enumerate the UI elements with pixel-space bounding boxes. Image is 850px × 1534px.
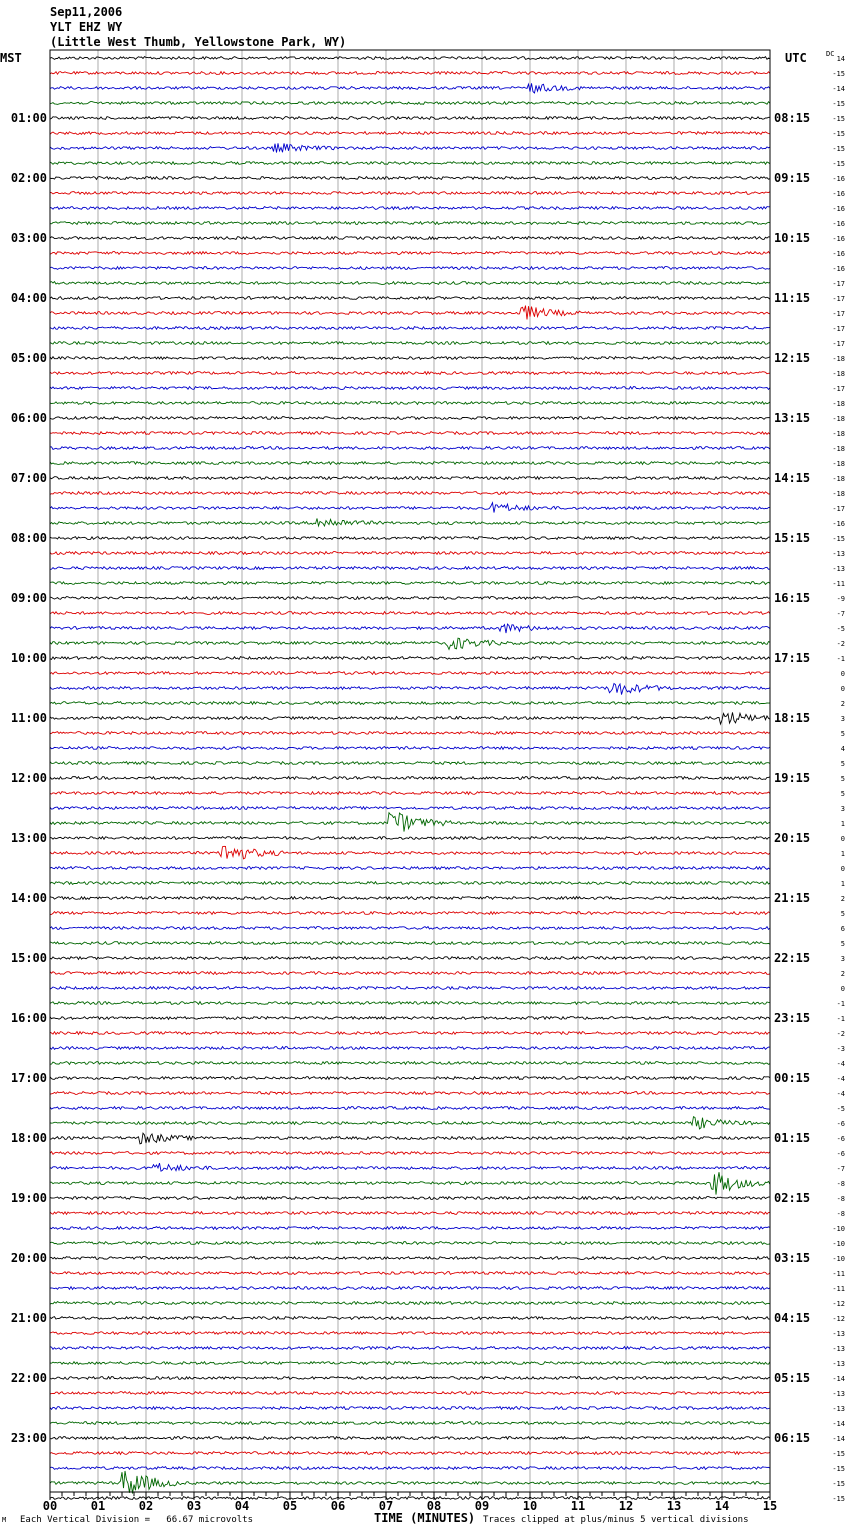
dc-offset: -13 [832,1390,845,1398]
seismic-trace [50,1377,770,1380]
utc-hour-label: 10:15 [774,231,811,245]
dc-label: DC [826,50,835,58]
seismic-trace [50,1347,770,1350]
utc-hour-label: 22:15 [774,951,811,965]
seismic-trace [50,1197,770,1200]
seismic-trace [50,72,770,75]
dc-offset: -15 [832,535,845,543]
dc-offset: -17 [832,385,845,393]
utc-hour-label: 15:15 [774,531,811,545]
grid-lines [98,50,722,1492]
dc-offset: -10 [832,1225,845,1233]
seismic-trace [50,957,770,960]
seismic-trace [50,612,770,615]
seismic-trace [50,1257,770,1260]
seismic-trace [50,657,770,660]
seismic-trace [50,1017,770,1020]
seismic-trace [50,1092,770,1095]
dc-offset: -18 [832,475,845,483]
x-tick-label: 06 [330,1499,346,1513]
mst-hour-label: 05:00 [10,351,47,365]
dc-offset: -4 [836,1060,845,1068]
mst-hour-label: 10:00 [10,651,47,665]
x-axis-title: TIME (MINUTES) [374,1511,476,1525]
mst-hour-label: 03:00 [10,231,47,245]
mst-hour-label: 11:00 [10,711,47,725]
dc-offset: 1 [840,820,845,828]
dc-offset: 5 [840,940,845,948]
footer-left-mark: M [2,1516,7,1524]
seismic-trace [50,1062,770,1065]
seismic-trace [50,807,770,810]
utc-hour-label: 17:15 [774,651,811,665]
seismic-trace [50,372,770,375]
dc-offset: -12 [832,1315,845,1323]
seismic-trace [50,1172,770,1194]
left-timezone-label: MST [0,51,22,65]
utc-hour-label: 03:15 [774,1251,811,1265]
seismic-trace [50,327,770,330]
seismic-trace [50,1047,770,1050]
dc-offset: -2 [836,1030,845,1038]
utc-hour-label: 12:15 [774,351,811,365]
seismic-trace [50,282,770,285]
right-timezone-label: UTC [785,51,807,65]
dc-offset: -18 [832,355,845,363]
dc-offset: -18 [832,445,845,453]
dc-offset: 1 [840,880,845,888]
dc-offset: 5 [840,760,845,768]
dc-offset: -17 [832,280,845,288]
seismic-trace [50,342,770,345]
x-tick-label: 11 [570,1499,586,1513]
x-tick-label: 05 [282,1499,298,1513]
dc-offset: -7 [836,1165,845,1173]
utc-hour-label: 04:15 [774,1311,811,1325]
seismic-trace [50,432,770,435]
x-tick-label: 13 [666,1499,682,1513]
dc-offset: -18 [832,490,845,498]
dc-offset: -6 [836,1150,845,1158]
seismic-trace [50,519,770,527]
seismic-trace [50,846,770,859]
dc-offset: -1 [836,1000,845,1008]
seismic-trace [50,1467,770,1470]
seismic-trace [50,732,770,735]
mst-hour-label: 01:00 [10,111,47,125]
dc-offset: 0 [840,685,845,693]
seismic-trace [50,1163,770,1171]
dc-offset: -10 [832,1255,845,1263]
seismic-trace [50,624,770,633]
dc-offset: -17 [832,295,845,303]
utc-hour-label: 08:15 [774,111,811,125]
dc-offset: -9 [836,595,845,603]
mst-hour-label: 14:00 [10,891,47,905]
dc-offset: 4 [840,745,845,753]
dc-offset: 1 [840,850,845,858]
dc-offset: -16 [832,265,845,273]
seismic-trace [50,387,770,390]
mst-hour-label: 13:00 [10,831,47,845]
dc-offset: -17 [832,325,845,333]
mst-hour-label: 08:00 [10,531,47,545]
dc-offset: -17 [832,310,845,318]
utc-hour-label: 01:15 [774,1131,811,1145]
dc-offset: -13 [832,1405,845,1413]
x-tick-label: 12 [618,1499,634,1513]
seismic-trace [50,462,770,465]
seismic-trace [50,987,770,990]
x-tick-label: 07 [378,1499,394,1513]
dc-offset: -18 [832,460,845,468]
seismic-trace [50,597,770,600]
seismic-trace [50,162,770,165]
dc-offset: -15 [832,160,845,168]
seismic-trace [50,57,770,60]
seismic-trace [50,1152,770,1155]
dc-offset: -16 [832,220,845,228]
dc-offset: -11 [832,1270,845,1278]
seismic-trace [50,252,770,255]
seismic-trace [50,1002,770,1005]
utc-hour-label: 13:15 [774,411,811,425]
x-axis [43,1492,777,1513]
seismic-trace [50,912,770,915]
seismic-trace [50,447,770,450]
mst-hour-label: 15:00 [10,951,47,965]
seismic-trace [50,1242,770,1245]
scale-note: Each Vertical Division = 66.67 microvolts [20,1515,253,1525]
dc-offset: -18 [832,370,845,378]
dc-offset: -16 [832,205,845,213]
seismic-trace [50,222,770,225]
dc-offset: 14 [836,55,845,63]
dc-offset: -6 [836,1120,845,1128]
mst-hour-label: 06:00 [10,411,47,425]
dc-offset: 0 [840,865,845,873]
dc-offset: -5 [836,625,845,633]
seismic-trace [50,1332,770,1335]
utc-hour-label: 20:15 [774,831,811,845]
mst-hour-label: 21:00 [10,1311,47,1325]
station-location: (Little West Thumb, Yellowstone Park, WY) [50,35,347,49]
dc-offset: 5 [840,730,845,738]
seismic-trace [50,747,770,750]
seismic-trace [50,567,770,570]
utc-hour-label: 18:15 [774,711,811,725]
seismic-trace [50,237,770,240]
mst-hour-label: 22:00 [10,1371,47,1385]
seismic-trace [50,1107,770,1110]
dc-offset: -13 [832,565,845,573]
mst-hour-label: 17:00 [10,1071,47,1085]
dc-offset: -7 [836,610,845,618]
mst-hour-label: 20:00 [10,1251,47,1265]
seismic-trace [50,1212,770,1215]
dc-offset: -14 [832,1375,845,1383]
dc-offset: -6 [836,1135,845,1143]
dc-offset: -13 [832,1345,845,1353]
utc-hour-label: 00:15 [774,1071,811,1085]
seismic-trace [50,117,770,120]
mst-hour-label: 09:00 [10,591,47,605]
station-code: YLT EHZ WY [50,20,123,34]
utc-hour-label: 06:15 [774,1431,811,1445]
dc-offset: -15 [832,1480,845,1488]
seismic-trace [50,702,770,705]
utc-hour-label: 21:15 [774,891,811,905]
mst-hour-label: 12:00 [10,771,47,785]
dc-offset: -8 [836,1180,845,1188]
seismic-trace [50,942,770,945]
mst-hour-label: 07:00 [10,471,47,485]
dc-offset: -17 [832,505,845,513]
seismic-trace [50,357,770,360]
seismic-trace [50,83,770,93]
dc-offset: -1 [836,1015,845,1023]
dc-offset: 3 [840,955,845,963]
seismic-trace [50,503,770,513]
seismic-trace [50,1422,770,1425]
utc-hour-label: 05:15 [774,1371,811,1385]
dc-offset: -4 [836,1075,845,1083]
mst-hour-label: 18:00 [10,1131,47,1145]
dc-offset: 2 [840,970,845,978]
seismic-trace [50,1302,770,1305]
x-tick-label: 02 [138,1499,154,1513]
dc-offset: -14 [832,85,845,93]
dc-offset: -5 [836,1105,845,1113]
seismic-trace [50,537,770,540]
seismic-trace [50,867,770,870]
seismic-trace [50,1407,770,1410]
dc-offset: -16 [832,250,845,258]
dc-offset: -11 [832,1285,845,1293]
dc-offset: -15 [832,145,845,153]
x-tick-label: 03 [186,1499,202,1513]
dc-offset: -18 [832,415,845,423]
dc-offset: -15 [832,130,845,138]
dc-offset: 5 [840,790,845,798]
seismic-trace [50,582,770,585]
seismic-trace [50,1077,770,1080]
seismic-trace [50,638,770,649]
seismic-trace [50,684,770,695]
dc-offset: -18 [832,400,845,408]
dc-offset: 6 [840,925,845,933]
seismic-trace [50,1497,770,1500]
seismic-trace [50,927,770,930]
dc-offset: -17 [832,340,845,348]
seismic-trace [50,192,770,195]
dc-offset: -16 [832,175,845,183]
utc-hour-label: 11:15 [774,291,811,305]
seismic-trace [50,552,770,555]
dc-offset: 0 [840,985,845,993]
seismic-trace [50,143,770,152]
utc-hour-label: 14:15 [774,471,811,485]
dc-offset: -11 [832,580,845,588]
seismic-trace [50,1032,770,1035]
x-tick-label: 08 [426,1499,442,1513]
utc-hour-label: 19:15 [774,771,811,785]
dc-offset: -18 [832,430,845,438]
utc-hour-label: 02:15 [774,1191,811,1205]
seismic-trace [50,897,770,900]
x-tick-label: 10 [522,1499,538,1513]
traces [50,57,770,1500]
seismic-trace [50,1362,770,1365]
dc-offset: 5 [840,910,845,918]
dc-offset: -1 [836,655,845,663]
dc-offset: -15 [832,1450,845,1458]
seismic-trace [50,306,770,320]
dc-offset: -13 [832,550,845,558]
dc-offset: -4 [836,1090,845,1098]
seismic-trace [50,777,770,780]
seismic-trace [50,672,770,675]
seismic-trace [50,712,770,724]
dc-offset: -14 [832,1420,845,1428]
dc-offset: 3 [840,805,845,813]
dc-offset: 2 [840,700,845,708]
dc-offset: -10 [832,1240,845,1248]
seismic-trace [50,492,770,495]
mst-hour-label: 02:00 [10,171,47,185]
seismic-trace [50,1227,770,1230]
dc-offset: -13 [832,1360,845,1368]
seismic-trace [50,267,770,270]
seismic-trace [50,477,770,480]
dc-offset: -15 [832,115,845,123]
x-tick-label: 01 [90,1499,106,1513]
seismic-trace [50,1272,770,1275]
seismic-trace [50,297,770,300]
x-tick-label: 00 [42,1499,58,1513]
dc-offset: -15 [832,100,845,108]
clip-note: Traces clipped at plus/minus 5 vertical divisions [483,1515,749,1525]
dc-offset: -16 [832,190,845,198]
seismic-trace [50,102,770,105]
dc-offset: 0 [840,835,845,843]
seismic-trace [50,882,770,885]
x-tick-label: 14 [714,1499,730,1513]
dc-offset: -3 [836,1045,845,1053]
dc-offset: -8 [836,1210,845,1218]
dc-offset: 3 [840,715,845,723]
seismic-trace [50,1392,770,1395]
utc-hour-label: 16:15 [774,591,811,605]
seismic-trace [50,1133,770,1144]
dc-offset: -15 [832,1495,845,1503]
utc-hour-label: 23:15 [774,1011,811,1025]
mst-hour-label: 16:00 [10,1011,47,1025]
x-tick-label: 09 [474,1499,490,1513]
seismic-trace [50,1452,770,1455]
x-tick-label: 15 [762,1499,778,1513]
seismic-trace [50,177,770,180]
plot-date: Sep11,2006 [50,5,123,19]
dc-offset: -16 [832,235,845,243]
dc-offset-labels [832,55,845,1503]
seismic-trace [50,813,770,832]
seismic-trace [50,792,770,795]
seismic-trace [50,1287,770,1290]
dc-offset: -12 [832,1300,845,1308]
mst-hour-label: 23:00 [10,1431,47,1445]
dc-offset: -14 [832,1435,845,1443]
dc-offset: 0 [840,670,845,678]
dc-offset: -2 [836,640,845,648]
utc-hour-label: 09:15 [774,171,811,185]
seismic-trace [50,1117,770,1129]
dc-offset: 5 [840,775,845,783]
seismic-trace [50,837,770,840]
dc-offset: -15 [832,1465,845,1473]
dc-offset: -13 [832,1330,845,1338]
seismic-trace [50,1471,770,1494]
dc-offset: -16 [832,520,845,528]
seismic-trace [50,207,770,210]
seismic-trace [50,762,770,765]
seismic-trace [50,402,770,405]
x-tick-label: 04 [234,1499,250,1513]
mst-hour-label: 04:00 [10,291,47,305]
seismic-trace [50,417,770,420]
seismic-trace [50,1437,770,1440]
seismic-trace [50,972,770,975]
mst-hour-label: 19:00 [10,1191,47,1205]
dc-offset: -8 [836,1195,845,1203]
dc-offset: 2 [840,895,845,903]
dc-offset: -15 [832,70,845,78]
seismic-trace [50,132,770,135]
seismic-trace [50,1317,770,1320]
